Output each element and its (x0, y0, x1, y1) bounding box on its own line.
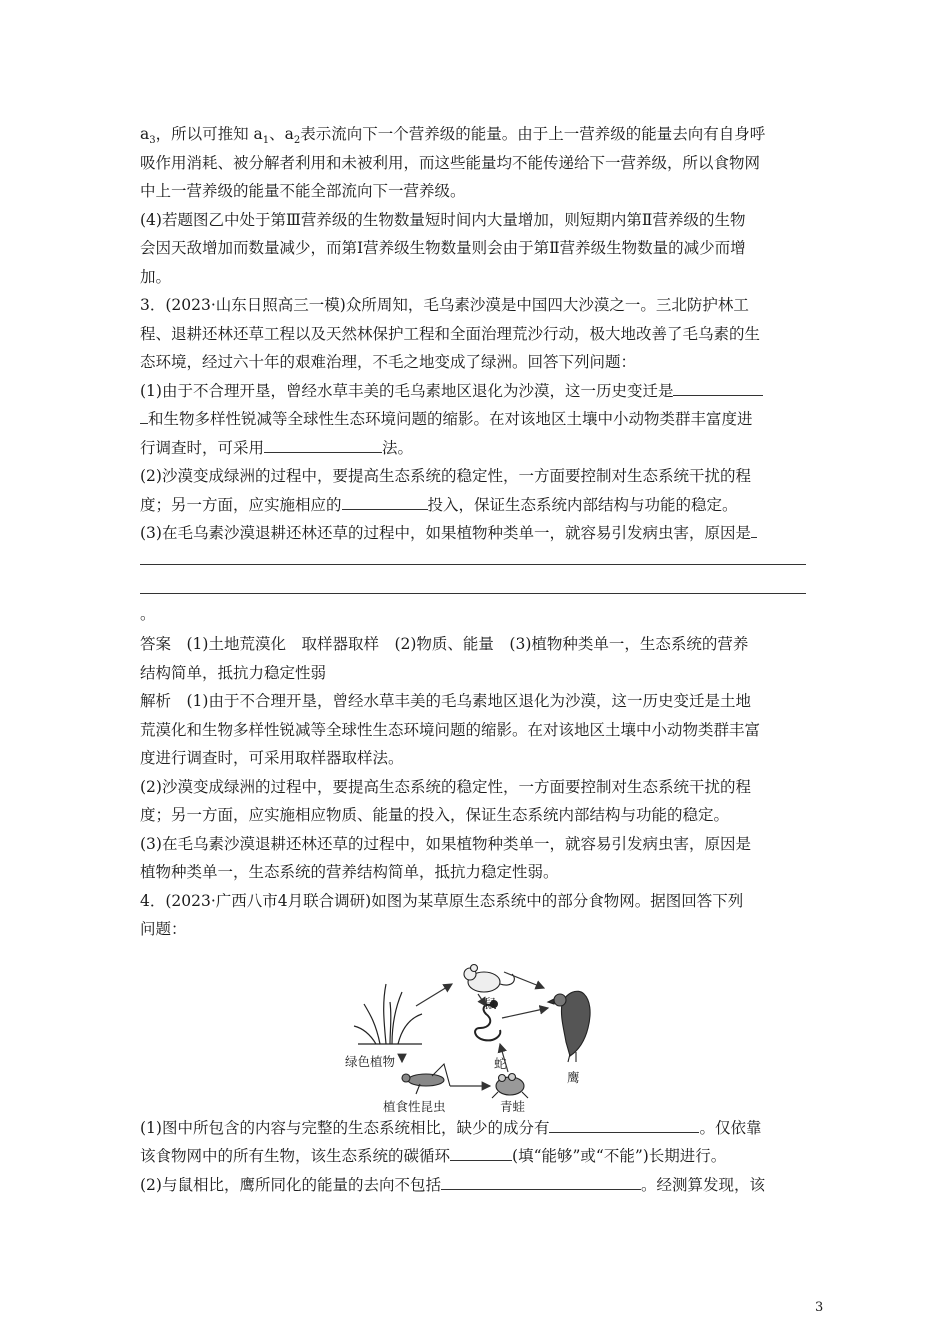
text-line: 度进行调查时，可采用取样器取样法。 (140, 749, 404, 767)
text-line: 会因天敌增加而数量减少，而第Ⅰ营养级生物数量则会由于第Ⅱ营养级生物数量的减少而增 (140, 239, 746, 257)
question-4-stem: 4．(2023·广西八市4月联合调研)如图为某草原生态系统中的部分食物网。据图回答下列 (140, 891, 744, 910)
food-web-figure (140, 944, 812, 1114)
eagle-icon (548, 991, 590, 1062)
plant-icon (354, 984, 422, 1044)
text-line: (2)与鼠相比，鹰所同化的能量的去向不包括 。经测算发现，该 (140, 1171, 812, 1200)
text-line: 程、退耕还林还草工程以及天然林保护工程和全面治理荒沙行动，极大地改善了毛乌素的生 (140, 324, 761, 343)
text-line: (2)沙漠变成绿洲的过程中，要提高生态系统的稳定性，一方面要控制对生态系统干扰的程 (140, 467, 751, 485)
text-line: (3)在毛乌素沙漠退耕还林还草的过程中，如果植物种类单一，就容易引发病虫害，原因是 (140, 834, 751, 853)
page-number: 3 (815, 1300, 824, 1315)
answer-blank[interactable] (342, 491, 428, 510)
answer-blank[interactable] (549, 1114, 699, 1133)
label-eagle: 鹰 (567, 1069, 580, 1085)
text-line: 和生物多样性锐减等全球性生态环境问题的缩影。在对该地区土壤中小动物类群丰富度进 (140, 405, 812, 434)
mouse-icon (464, 964, 514, 992)
food-web-diagram (140, 944, 812, 1114)
answer-blank[interactable] (673, 377, 763, 396)
text-line: (1)由于不合理开垦，曾经水草丰美的毛乌素地区退化为沙漠，这一历史变迁是 (140, 377, 812, 406)
text-line: 植物种类单一，生态系统的营养结构简单，抵抗力稳定性弱。 (140, 863, 559, 881)
text-line: 问题： (140, 920, 187, 938)
answer-blank[interactable] (450, 1142, 512, 1161)
label-plant: 绿色植物 (345, 1053, 396, 1069)
label-frog: 青蛙 (500, 1098, 526, 1114)
question-3-stem: 3．(2023·山东日照高三一模)众所周知，毛乌素沙漠是中国四大沙漠之一。三北防护林工 (140, 296, 749, 314)
text-line: 态环境，经过六十年的艰难治理，不毛之地变成了绿洲。回答下列问题： (140, 353, 637, 371)
text-line: 中上一营养级的能量不能全部流向下一营养级。 (140, 182, 466, 200)
text-line: 结构简单，抵抗力稳定性弱 (140, 663, 327, 682)
text-line: (2)沙漠变成绿洲的过程中，要提高生态系统的稳定性，一方面要控制对生态系统干扰的程 (140, 777, 751, 796)
arrow-snake-to-eagle (502, 1008, 548, 1018)
text-line: (4)若题图乙中处于第Ⅲ营养级的生物数量短时间内大量增加，则短期内第Ⅱ营养级的生物 (140, 210, 746, 229)
explanation-text: 解析 (1)由于不合理开垦，曾经水草丰美的毛乌素地区退化为沙漠，这一历史变迁是土地 (140, 692, 751, 710)
text-line: 度；另一方面，应实施相应的 投入，保证生态系统内部结构与功能的稳定。 (140, 491, 812, 520)
answer-line[interactable] (140, 593, 806, 594)
answer-blank[interactable] (441, 1171, 641, 1190)
text-line: (1)图中所包含的内容与完整的生态系统相比，缺少的成分有 。仅依靠 (140, 1114, 812, 1143)
text-line: 行调查时，可采用 法。 (140, 434, 812, 463)
frog-icon (492, 1073, 528, 1098)
text-line: 该食物网中的所有生物，该生态系统的碳循环 (填“能够”或“不能”)长期进行。 (140, 1142, 812, 1171)
text-line: 度；另一方面，应实施相应物质、能量的投入，保证生态系统内部结构与功能的稳定。 (140, 806, 730, 824)
text-line: 。 (140, 604, 156, 623)
document-body (140, 120, 812, 1199)
answer-blank[interactable] (140, 405, 148, 424)
text-line: (3)在毛乌素沙漠退耕还林还草的过程中，如果植物种类单一，就容易引发病虫害，原因是 (140, 519, 812, 548)
text-line: $a_3$，所以可推知 $a_1$、$a_2$表示流向下一个营养级的能量。由于上一营养级的能量去向有自身呼 (140, 125, 766, 147)
arrow-plant-to-mouse (416, 984, 452, 1006)
text-line: 荒漠化和生物多样性锐减等全球性生态环境问题的缩影。在对该地区土壤中小动物类群丰富 (140, 720, 761, 739)
text-line: 加。 (140, 267, 172, 286)
label-insect: 植食性昆虫 (383, 1098, 446, 1114)
arrow-mouse-to-eagle (504, 972, 544, 988)
label-snake: 蛇 (494, 1055, 507, 1071)
answer-blank[interactable] (264, 434, 382, 453)
insect-icon (402, 1064, 450, 1094)
text-line: 吸作用消耗、被分解者利用和未被利用，而这些能量均不能传递给下一营养级，所以食物网 (140, 153, 761, 172)
label-mouse: 鼠 (484, 995, 497, 1011)
answer-blank[interactable] (751, 519, 757, 538)
answer-text: 答案 (1)土地荒漠化 取样器取样 (2)物质、能量 (3)植物种类单一，生态系统的营养 (140, 635, 749, 653)
